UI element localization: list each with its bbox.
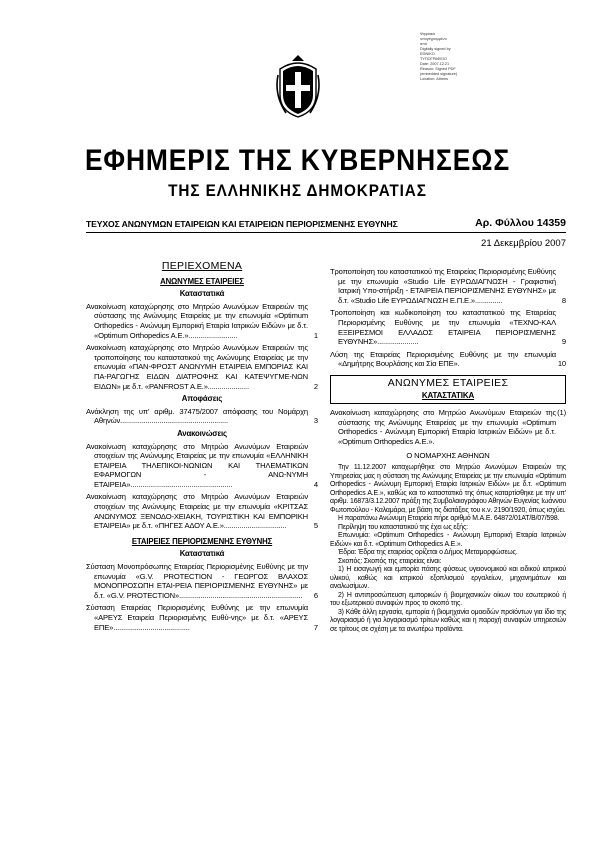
- toc-entry-page: 8: [561, 295, 566, 305]
- toc-entry-text: Λύση της Εταιρείας Περιορισμένης Ευθύνης με την επωνυμία «Δημήτρης Βουρλάσης και Σία ΕΠΕ».: [330, 349, 556, 369]
- toc-entry-text: Ανακοίνωση καταχώρησης στο Μητρώο Ανωνύμων Εταιρειών στοιχείων της Ανώνυμης Εταιρείας με την επωνυμία «ΕΛΛΗΝΙΚΗ ΕΤΑΙΡΕΙΑ ΤΗΛΕΠΙΚΟΙ-ΝΩΝΙΩΝ ΚΑΙ ΤΗΛΕΜΑΤΙΚΩΝ ΕΦΑΡΜΟΓΩΝ - ΑΝΩ-ΝΥΜΗ ΕΤΑΙΡΕΙΑ»....................................................: [86, 441, 308, 489]
- toc-entry-text: Τροποποίηση και κωδικοποίηση του καταστατικού της Εταιρείας Περιορισμένης Ευθύνης με την επωνυμία «ΤΕΧΝΟ-ΚΑΛ ΕΞΕΙΡΕΣΜΟΙ ΕΛΛΑΔΟΣ ΕΤΑΙΡΕΙΑ ΠΕΡΙΟΡΙΣΜΕΝΗΣ ΕΥΘΥΝΗΣ».....................: [330, 308, 556, 347]
- toc-subsection-heading: Ανακοινώσεις: [177, 428, 227, 438]
- subsection-title: ΚΑΤΑΣΤΑΤΙΚΑ: [421, 390, 475, 400]
- toc-entry[interactable]: [86, 407, 318, 426]
- stamp-line: Location: Athens: [420, 77, 449, 81]
- gazette-subtitle: ΤΗΣ ΕΛΛΗΝΙΚΗΣ ΔΗΜΟΚΡΑΤΙΑΣ: [168, 181, 427, 200]
- toc-entry-page: 9: [561, 337, 566, 347]
- body-paragraph: Επωνυμία: «Optimum Orthopedics - Ανώνυμη Εμπορική Εταιρία Ιατρικών Ειδών» και δ.τ. «Optimum Orthopedics A.E.».: [330, 532, 566, 548]
- toc-entry[interactable]: [86, 603, 318, 632]
- issuing-authority: Ο ΝΟΜΑΡΧΗΣ ΑΘΗΝΩΝ: [406, 450, 490, 460]
- stamp-line: από: [420, 42, 427, 46]
- toc-entry-text: Ανάκληση της υπ' αριθμ. 37475/2007 απόφασης του Νομάρχη Αθηνών.......................................................: [86, 406, 308, 426]
- body-paragraph: 3) Κάθε άλλη εργασία, εμπορία ή βιομηχανία ομοειδών προϊόντων για ίδιο της λογαριασμό ή για λογαριασμό τρίτων καθώς και η παροχή συναφών υπηρεσιών σε τρίτους σε σχέση με τα ανωτέρω προϊόντα.: [330, 608, 566, 633]
- toc-entry-page: 7: [313, 622, 318, 632]
- stamp-line: (embedded signature): [420, 72, 458, 76]
- toc-entry-text: Ανακοίνωση καταχώρησης στο Μητρώο Ανωνύμων Εταιρειών της σύστασης της Ανώνυμης Εταιρείας με την επωνυμία «Optimum Orthopedics - Ανώνυμη Εμπορική Εταιρία Ιατρικών Ειδών» με δ.τ. «Optimum Orthopedics A.E.».........................: [86, 301, 308, 340]
- body-paragraph: 1) Η εισαγωγή και εμπορία πάσης φύσεως υγειονομικού και ειδικού ιατρικού υλικού, καθώς και ιατρικού εξοπλισμού εργαλείων, μηχανημάτων και αναλωσίμων.: [330, 566, 566, 591]
- stamp-line: ΕΘΝΙΚΟ: [420, 52, 435, 56]
- stamp-line: Ψηφιακά: [420, 32, 435, 36]
- toc-entry[interactable]: [86, 343, 318, 391]
- issue-date: 21 Δεκεμβρίου 2007: [481, 238, 566, 249]
- body-paragraph: Η παραπάνω Ανώνυμη Εταιρεία πήρε αριθμό Μ.Α.Ε. 64872/01ΑΤ/Β/07/598.: [338, 515, 560, 523]
- stamp-line: Date: 2007.12.21: [420, 62, 450, 66]
- toc-entry-text: Σύσταση Εταιρείας Περιορισμένης Ευθύνης με την επωνυμία «ΑΡΕΥΣ Εταιρεία Περιορισμένης Ευθύ-νης» με δ.τ. «ΑΡΕΥΣ ΕΠΕ».......................................: [86, 603, 308, 632]
- toc-entry-page: 2: [313, 381, 318, 391]
- toc-entry[interactable]: [86, 492, 318, 530]
- header-divider: [86, 232, 566, 233]
- stamp-line: Reason: Signed PDF: [420, 67, 456, 71]
- toc-subsection-heading: Καταστατικά: [179, 289, 225, 299]
- toc-entry-page: 10: [557, 359, 566, 369]
- greek-coat-of-arms-emblem: [276, 55, 320, 119]
- toc-entry-page: 4: [313, 479, 318, 489]
- body-paragraph: Σκοπός: Σκοπός της εταιρείας είναι:: [338, 557, 442, 565]
- section-title: ΑΝΩΝΥΜΕΣ ΕΤΑΙΡΕΙΕΣ: [387, 376, 509, 389]
- stamp-line: ΤΥΠΟΓΡΑΦΕΙΟ: [420, 57, 447, 61]
- body-paragraph: Περίληψη του καταστατικού της έχει ως εξής:: [338, 523, 468, 531]
- issue-type: ΤΕΥΧΟΣ ΑΝΩΝΥΜΩΝ ΕΤΑΙΡΕΙΩΝ ΚΑΙ ΕΤΑΙΡΕΙΩΝ ΠΕΡΙΟΡΙΣΜΕΝΗΣ ΕΥΘΥΝΗΣ: [86, 219, 398, 229]
- toc-entry[interactable]: [330, 350, 566, 369]
- gazette-title: ΕΦΗΜΕΡΙΣ ΤΗΣ ΚΥΒΕΡΝΗΣΕΩΣ: [84, 144, 511, 177]
- toc-entry-text: Ανακοίνωση καταχώρησης στο Μητρώο Ανωνύμων Εταιρειών της τροποποίησης του καταστατικού της Ανώνυμης Εταιρείας με την επωνυμία «ΠΑΝ-ΦΡΟΣΤ ΑΝΩΝΥΜΗ ΕΤΑΙΡΕΙΑ ΕΜΠΟΡΙΑΣ ΚΑΙ ΠΑ-ΡΑΓΩΓΗΣ ΕΙΔΩΝ ΔΙΑΤΡΟΦΗΣ ΚΑΙ ΚΑΤΕΨΥΓΜΕ-ΝΩΝ ΕΙΔΩΝ» με δ.τ. «PANFROST A.E.».....................: [86, 343, 308, 391]
- toc-section-heading: ΕΤΑΙΡΕΙΕΣ ΠΕΡΙΟΡΙΣΜΕΝΗΣ ΕΥΘΥΝΗΣ: [131, 536, 273, 546]
- sheet-number: Αρ. Φύλλου 14359: [475, 217, 566, 229]
- right-column: [330, 267, 566, 634]
- toc-title: ΠΕΡΙΕΧΟΜΕΝΑ: [161, 260, 243, 272]
- toc-section-heading: ΑΝΩΝΥΜΕΣ ΕΤΑΙΡΕΙΕΣ: [160, 276, 244, 286]
- table-of-contents: [86, 262, 318, 635]
- body-paragraph: Την 11.12.2007 καταχωρήθηκε στο Μητρώο Ανωνύμων Εταιρειών της Υπηρεσίας μας η σύσταση της Ανώνυμης Εταιρείας με την επωνυμία «Optimum Orthopedics - Ανώνυμη Εμπορική Εταιρία Ιατρικών Ειδών» με δ.τ. «Optimum Orthopedics A.E.», καθώς και το καταστατικό της όπως καταρτίσθηκε με την υπ' αριθμ. 16873/3.12.2007 πράξη της Συμβολαιογράφου Αθηνών Ευγενίας Ιωάννου Φωτοπούλου - Καλαμάρα, με βάση τις διατάξεις του κ.ν. 2190/1920, όπως ισχύει.: [330, 464, 566, 514]
- notice-title: [330, 408, 566, 446]
- toc-entry[interactable]: [86, 562, 318, 600]
- toc-subsection-heading: Αποφάσεις: [181, 394, 223, 404]
- toc-entry-page: 6: [313, 590, 318, 600]
- body-paragraph: 2) Η αντιπροσώπευση εμπορικών ή βιομηχανικών οίκων του εσωτερικού ή του εξωτερικού συναφών προς το σκοπό της.: [330, 591, 566, 608]
- stamp-line: Digitally signed by: [420, 47, 451, 51]
- toc-entry-page: 5: [313, 521, 318, 531]
- notice-number: (1): [557, 408, 566, 418]
- body-paragraph: Έδρα: Έδρα της εταιρείας ορίζεται ο Δήμος Μεταμορφώσεως.: [338, 549, 518, 557]
- toc-entry-page: 3: [313, 416, 318, 426]
- toc-entry[interactable]: [86, 302, 318, 340]
- toc-entry-text: Σύσταση Μονοπρόσωπης Εταιρείας Περιορισμένης Ευθύνης με την επωνυμία «G.V. PROTECTION - ΓΕΩΡΓΟΣ ΒΛΑΧΟΣ ΜΟΝΟΠΡΟΣΩΠΗ ΕΤΑΙ-ΡΕΙΑ ΠΕΡΙΟΡΙΣΜΕΝΗΣ ΕΥΘΥΝΗΣ» με δ.τ. «G.V. PROTECTION»...............................................................: [86, 562, 308, 600]
- toc-subsection-heading: Καταστατικά: [179, 549, 225, 559]
- toc-entry[interactable]: [86, 442, 318, 490]
- toc-entry-text: Τροποποίηση του καταστατικού της Εταιρείας Περιορισμένης Ευθύνης με την επωνυμία «Studio Life ΕΥΡΩΔΙΑΓΝΩΣΗ - Γραφιστική Ιατρική Υπο-στήριξη - ΕΤΑΙΡΕΙΑ ΠΕΡΙΟΡΙΣΜΕΝΗΣ ΕΥΘΥΝΗΣ» με δ.τ. «Studio Life ΕΥΡΩΔΙΑΓΝΩΣΗ Ε.Π.Ε.»..............: [330, 267, 556, 305]
- digital-signature-stamp: [420, 32, 490, 82]
- stamp-line: υπογεγραμμένο: [420, 37, 447, 41]
- toc-entry[interactable]: [330, 308, 566, 346]
- toc-entry-text: Ανακοίνωση καταχώρησης στο Μητρώο Ανωνύμων Εταιρειών στοιχείων της Ανώνυμης Εταιρείας με την επωνυμία «ΚΡΙΤΣΑΣ ΑΝΩΝΥΜΟΣ ΞΕΝΟΔΟ-ΧΕΙΑΚΗ, ΤΟΥΡΙΣΤΙΚΗ ΚΑΙ ΕΜΠΟΡΙΚΗ ΕΤΑΙΡΕΙΑ» με δ.τ. «ΠΗΓΕΣ ΑΔΟΥ Α.Ε.»................................: [86, 492, 308, 531]
- toc-entry-page: 1: [313, 330, 318, 340]
- section-header-box: [330, 375, 566, 404]
- notice-title-text: Ανακοίνωση καταχώρησης στο Μητρώο Ανωνύμων Εταιρειών της σύστασης της Ανώνυμης Εταιρείας με την επωνυμία «Optimum Orthopedics - Ανώνυμη Εμπορική Εταιρία Ιατρικών Ειδών» με δ.τ. «Optimum Orthopedics A.E.».: [330, 408, 556, 446]
- toc-entry[interactable]: [330, 267, 566, 305]
